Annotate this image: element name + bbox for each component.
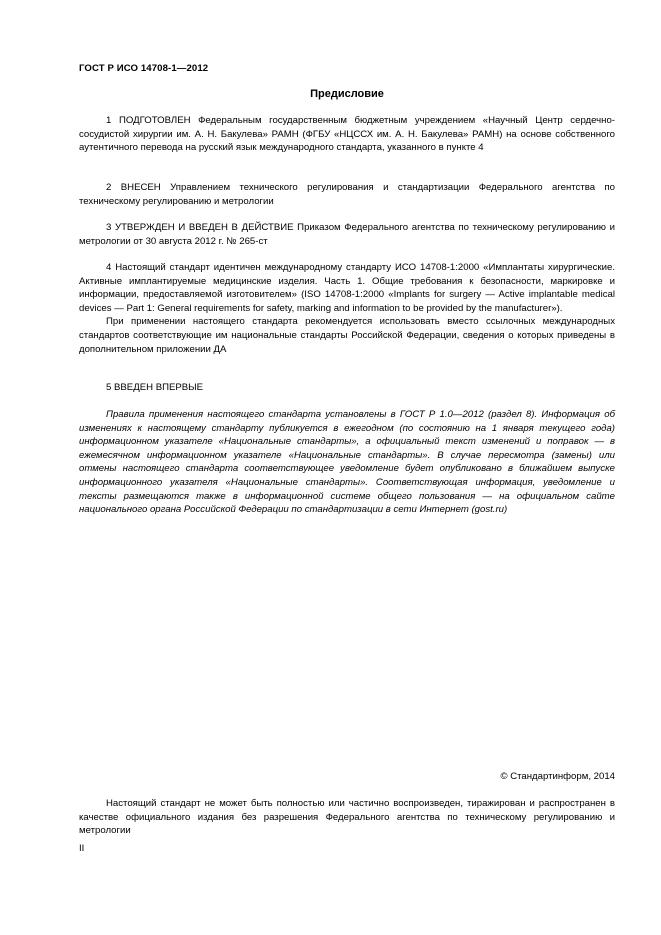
- reproduction-notice: [79, 797, 615, 838]
- paragraph-approved: [79, 221, 615, 248]
- footer-notice-text: Настоящий стандарт не может быть полностью или частично воспроизведен, тиражирован и распространен в качестве официального издания без разрешения Федерального агентства по техническому регулированию и метрологии: [79, 798, 615, 837]
- paragraph-prepared-by: [79, 114, 615, 155]
- copyright-line: © Стандартинформ, 2014: [500, 771, 615, 782]
- page-number: II: [79, 843, 85, 854]
- paragraph-first-introduced: [79, 381, 615, 395]
- paragraph-text: 4 Настоящий стандарт идентичен международному стандарту ИСО 14708-1:2000 «Имплантаты хирургические. Активные имплантируемые медицинские изделия. Часть 1. Общие требования к безопасности, маркировке и информации, предоставляемой изготовителем» (ISO 14708-1:2000 «Implants for surgery — Active implantable medical devices — Part 1: General requirements for safety, marking and information to be provided by the manufacturer»).: [79, 262, 615, 314]
- paragraph-text: 1 ПОДГОТОВЛЕН Федеральным государственным бюджетным учреждением «Научный Центр сердечно-сосудистой хирургии им. А. Н. Бакулева» РАМН (ФГБУ «НЦССХ им. А. Н. Бакулева» РАМН) на основе собственного аутентичного перевода на русский язык международного стандарта, указанного в пункте 4: [79, 115, 615, 154]
- paragraph-text: 2 ВНЕСЕН Управлением технического регулирования и стандартизации Федерального агентства по техническому регулированию и метрологии: [79, 182, 615, 207]
- page-title: Предисловие: [310, 88, 384, 100]
- notice-text: Правила применения настоящего стандарта установлены в ГОСТ Р 1.0—2012 (раздел 8). Информация об изменениях к настоящему стандарту публикуется в ежегодном (по состоянию на 1 января текущего года) информационном указателе «Национальные стандарты», а официальный текст изменений и поправок — в ежемесячном информационном указателе «Национальные стандарты». В случае пересмотра (замены) или отмены настоящего стандарта соответствующее уведомление будет опубликовано в ближайшем выпуске информационного указателя «Национальные стандарты». Соответствующая информация, уведомление и тексты размещаются также в информационной системе общего пользования — на официальном сайте национального органа Российской Федерации по стандартизации в сети Интернет (gost.ru): [79, 409, 615, 516]
- paragraph-text: При применении настоящего стандарта рекомендуется использовать вместо ссылочных международных стандартов соответствующие им национальные стандарты Российской Федерации, сведения о которых приведены в дополнительном приложении ДА: [79, 316, 615, 355]
- paragraph-submitted-by: [79, 181, 615, 208]
- paragraph-text: 3 УТВЕРЖДЕН И ВВЕДЕН В ДЕЙСТВИЕ Приказом Федерального агентства по техническому регулированию и метрологии от 30 августа 2012 г. № 265-ст: [79, 222, 615, 247]
- document-code-header: ГОСТ Р ИСО 14708-1—2012: [79, 63, 209, 74]
- application-rules-notice: [79, 408, 615, 517]
- paragraph-text: 5 ВВЕДЕН ВПЕРВЫЕ: [106, 382, 204, 393]
- paragraph-identical-standard: [79, 261, 615, 356]
